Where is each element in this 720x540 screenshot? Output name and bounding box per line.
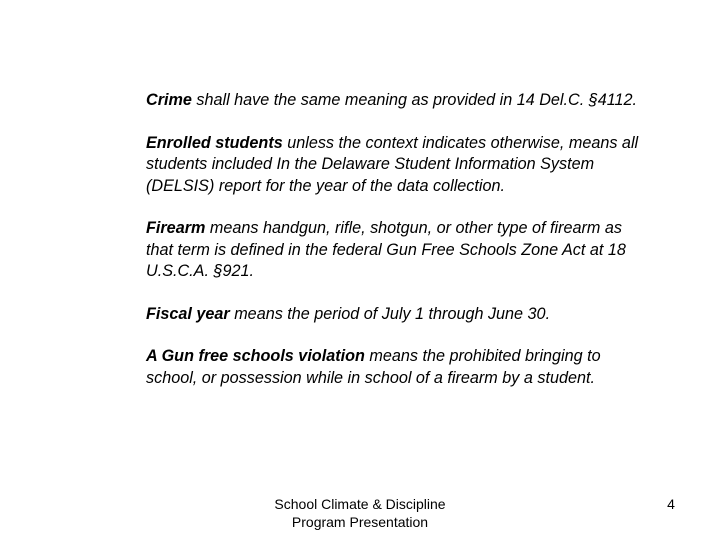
definition-term: Enrolled students — [146, 133, 283, 152]
definition-text: means handgun, rifle, shotgun, or other type of firearm as that term is defined in the federal Gun Free Schools Zone Act at 18 U.S.C.A. §921. — [146, 219, 626, 280]
slide-footer — [230, 495, 490, 531]
page-number: 4 — [667, 496, 675, 512]
definition-fiscal-year — [146, 304, 646, 326]
definition-term: Firearm — [146, 219, 206, 237]
definition-term: Fiscal year — [146, 304, 230, 323]
definition-enrolled-students — [146, 133, 646, 198]
definition-firearm — [146, 218, 646, 283]
definition-text: shall have the same meaning as provided in 14 Del.C. §4112. — [191, 91, 638, 109]
definitions-list — [146, 90, 646, 389]
definition-crime — [146, 90, 646, 112]
definition-text: unless the context indicates otherwise, means all students included In the Delaware Student Information System (DELSIS) report for the year of the data collection. — [146, 133, 639, 195]
definition-term: A Gun free schools violation — [146, 347, 365, 365]
footer-line-2: Program Presentation — [291, 514, 429, 530]
definition-text: means the prohibited bringing to school, or possession while in school of a firearm by a student. — [146, 347, 601, 387]
definition-gun-free-schools-violation — [146, 346, 646, 389]
definition-text: means the period of July 1 through June 30. — [229, 304, 551, 323]
footer-line-1: School Climate & Discipline — [274, 496, 446, 512]
definition-term: Crime — [146, 91, 192, 109]
